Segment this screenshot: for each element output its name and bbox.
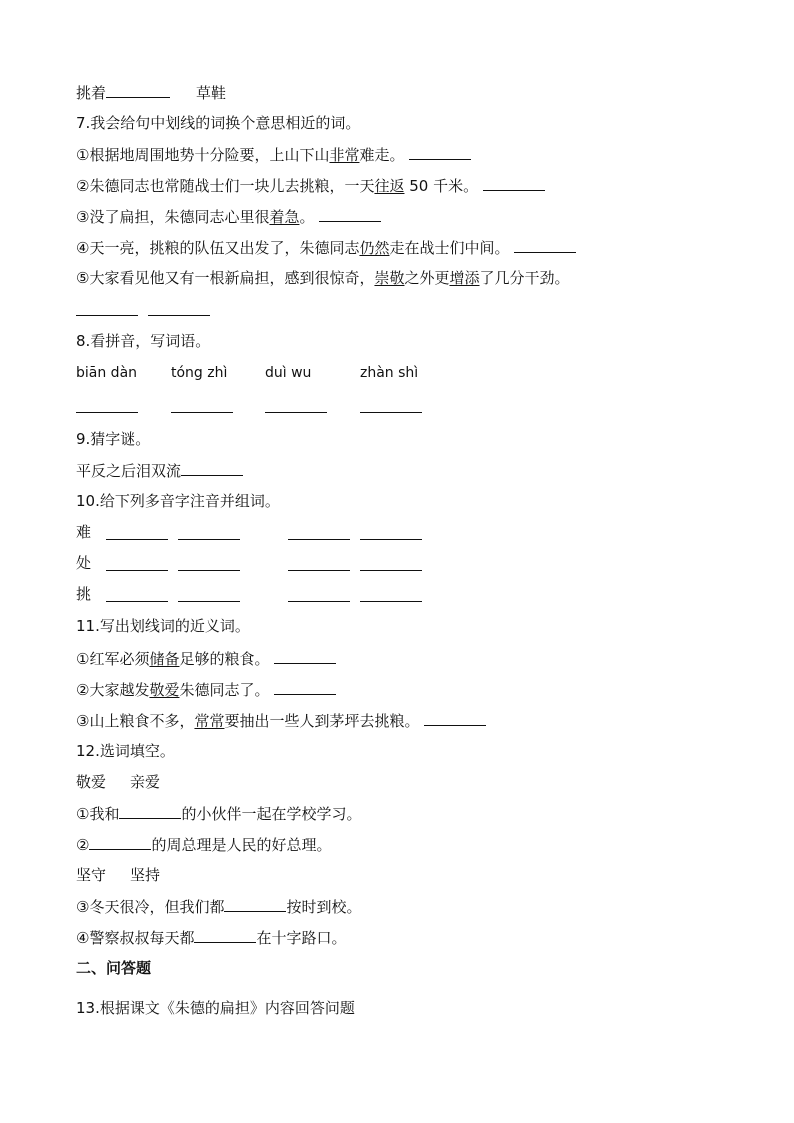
answer-blank[interactable]: [360, 570, 422, 571]
q10-char-row-3: 挑: [76, 585, 92, 603]
answer-blank[interactable]: [265, 412, 327, 413]
question-7-title: 7.我会给句中划线的词换个意思相近的词。: [76, 114, 361, 132]
answer-blank[interactable]: [288, 570, 350, 571]
answer-blank[interactable]: [178, 539, 240, 540]
answer-blank[interactable]: [483, 175, 545, 191]
q12-sentence-2: ② 的周总理是人民的好总理。: [76, 836, 332, 854]
section-heading: 二、问答题: [76, 959, 152, 977]
q12-word-pair-1: 敬爱 亲爱: [76, 773, 161, 791]
question-11-title: 11.写出划线词的近义词。: [76, 617, 250, 635]
question-8-title: 8.看拼音，写词语。: [76, 332, 211, 350]
answer-blank[interactable]: [178, 570, 240, 571]
answer-blank[interactable]: [106, 82, 170, 98]
q12-sentence-1: ①我和 的小伙伴一起在学校学习。: [76, 805, 362, 823]
question-10-title: 10.给下列多音字注音并组词。: [76, 492, 280, 510]
answer-blank[interactable]: [424, 710, 486, 726]
answer-blank[interactable]: [409, 144, 471, 160]
answer-blank[interactable]: [106, 601, 168, 602]
pinyin-1: biān dàn: [76, 365, 138, 381]
answer-blank[interactable]: [194, 927, 256, 943]
answer-blank[interactable]: [360, 601, 422, 602]
answer-blank[interactable]: [181, 460, 243, 476]
q7-sentence-4: ④天一亮，挑粮的队伍又出发了，朱德同志仍然走在战士们中间。: [76, 237, 576, 258]
question-9-title: 9.猜字谜。: [76, 430, 151, 448]
answer-blank[interactable]: [171, 412, 233, 413]
pinyin-4: zhàn shì: [360, 365, 419, 381]
question-12-title: 12.选词填空。: [76, 742, 175, 760]
pinyin-3: duì wu: [265, 365, 312, 381]
q10-char-row-1: 难: [76, 523, 92, 541]
q7-sentence-5: ⑤大家看见他又有一根新扁担，感到很惊奇，崇敬之外更增添了几分干劲。: [76, 269, 570, 287]
answer-blank[interactable]: [274, 648, 336, 664]
answer-blank[interactable]: [288, 539, 350, 540]
answer-blank[interactable]: [288, 601, 350, 602]
answer-blank[interactable]: [119, 803, 181, 819]
word-line: 挑着 草鞋: [76, 84, 227, 102]
answer-blank[interactable]: [89, 834, 151, 850]
q12-sentence-3: ③冬天很冷，但我们都 按时到校。: [76, 898, 362, 916]
q10-char-row-2: 处: [76, 554, 92, 572]
q9-riddle: 平反之后泪双流: [76, 460, 243, 481]
answer-blank[interactable]: [514, 237, 576, 253]
q7-sentence-2: ②朱德同志也常随战士们一块儿去挑粮，一天往返 50 千米。: [76, 175, 545, 196]
answer-blank[interactable]: [178, 601, 240, 602]
q12-word-pair-2: 坚守 坚持: [76, 866, 161, 884]
q7-sentence-3: ③没了扁担，朱德同志心里很着急。: [76, 206, 381, 227]
answer-blank[interactable]: [360, 539, 422, 540]
answer-blank[interactable]: [224, 896, 286, 912]
answer-blank[interactable]: [76, 412, 138, 413]
q7-sentence-1: ①根据地周围地势十分险要，上山下山非常难走。: [76, 144, 471, 165]
answer-blank[interactable]: [106, 570, 168, 571]
answer-blank[interactable]: [106, 539, 168, 540]
q11-sentence-2: ②大家越发敬爱朱德同志了。: [76, 679, 336, 700]
q12-sentence-4: ④警察叔叔每天都 在十字路口。: [76, 929, 347, 947]
q11-sentence-3: ③山上粮食不多，常常要抽出一些人到茅坪去挑粮。: [76, 710, 486, 731]
answer-blank[interactable]: [148, 315, 210, 316]
question-13-title: 13.根据课文《朱德的扁担》内容回答问题: [76, 999, 355, 1017]
answer-blank[interactable]: [274, 679, 336, 695]
q11-sentence-1: ①红军必须储备足够的粮食。: [76, 648, 336, 669]
answer-blank[interactable]: [76, 315, 138, 316]
answer-blank[interactable]: [319, 206, 381, 222]
pinyin-2: tóng zhì: [171, 365, 228, 381]
answer-blank[interactable]: [360, 412, 422, 413]
